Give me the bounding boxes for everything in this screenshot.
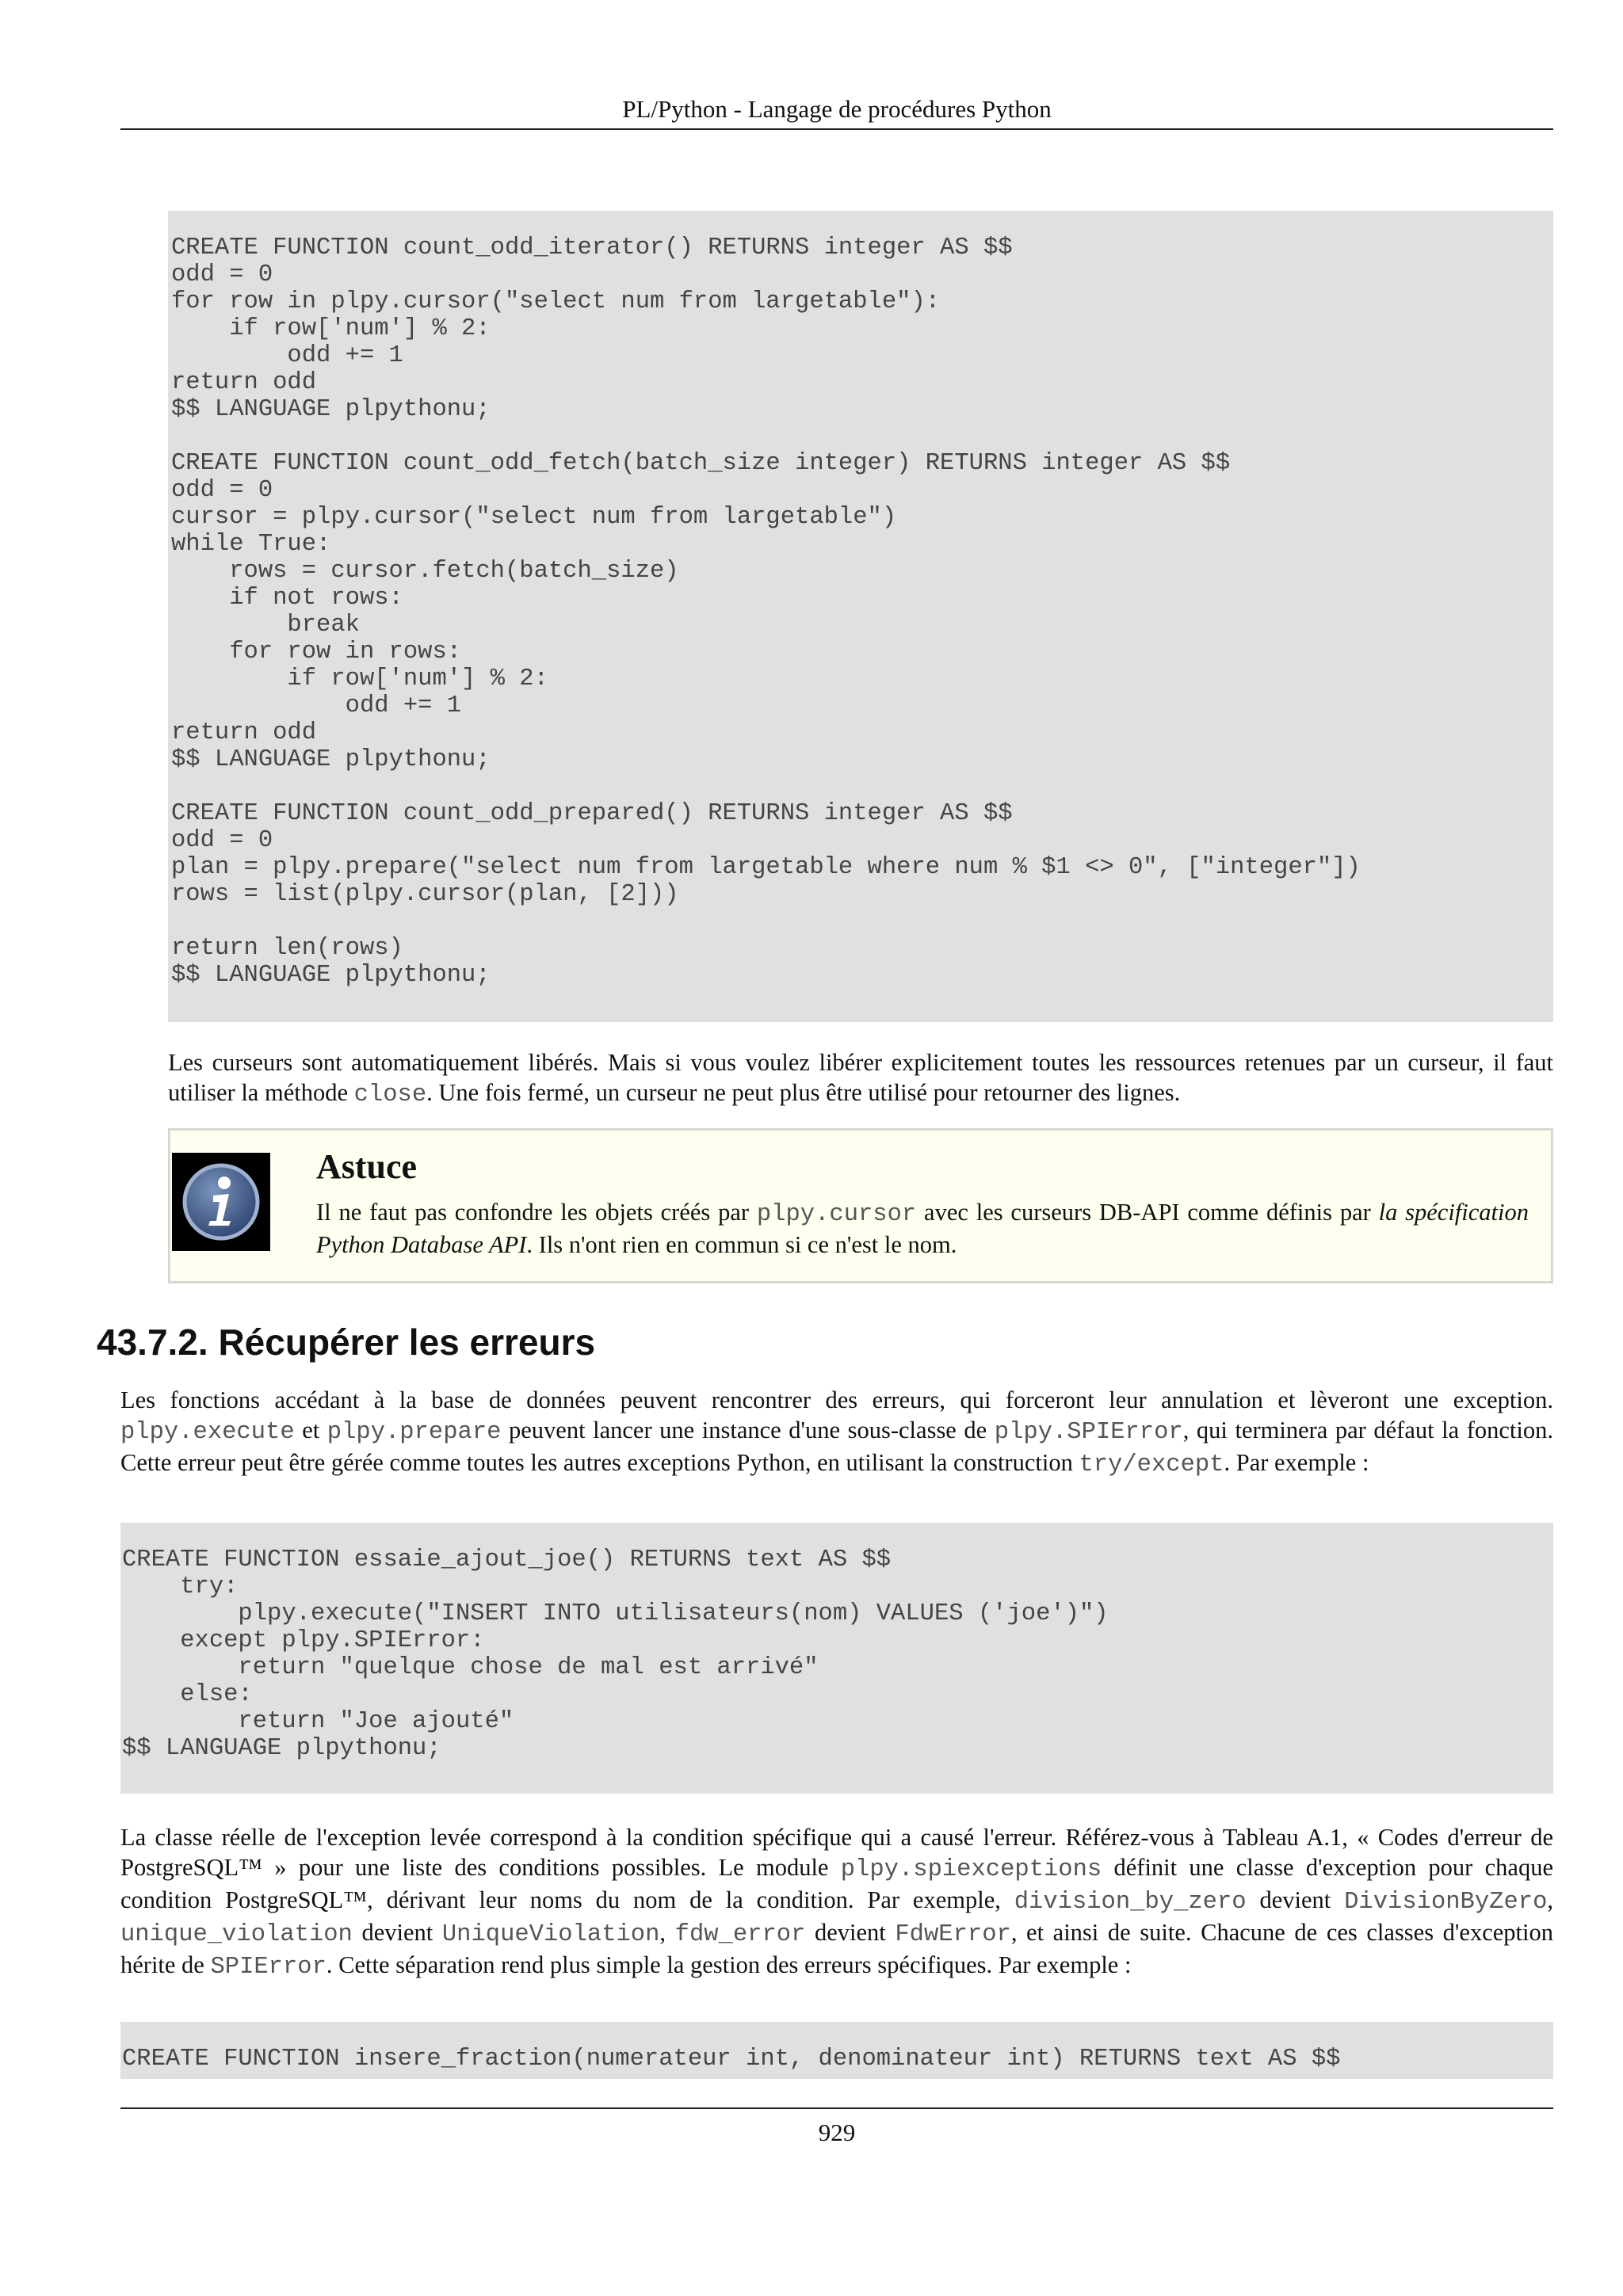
- paragraph-cursors: Les curseurs sont automatiquement libérés. Mais si vous voulez libérer explicitement toutes les ressources retenues par un curseur, il faut utiliser la méthode close. Une fois fermé, un curseur ne peut plus être utilisé pour retourner des lignes.: [168, 1049, 1553, 1108]
- db-api-spec-link[interactable]: la spécification Python Database API: [316, 1199, 1529, 1258]
- code-block-try-except: CREATE FUNCTION essaie_ajout_joe() RETURNS text AS $$ try: plpy.execute("INSERT INTO utilisateurs(nom) VALUES ('joe')") except plpy.SPIError: return "quelque chose de mal est arrivé" else: return "Joe ajouté" $$ LANGUAGE plpythonu;: [120, 1523, 1553, 1794]
- code-block-fraction: CREATE FUNCTION insere_fraction(numerateur int, denominateur int) RETURNS text AS $$: [120, 2022, 1553, 2079]
- paragraph-exception-classes: La classe réelle de l'exception levée correspond à la condition spécifique qui a causé l'erreur. Référez-vous à Tableau A.1, « Codes d'erreur de PostgreSQL™ » pour une liste des conditions possibles. Le module plpy.spiexceptions définit une classe d'exception pour chaque condition PostgreSQL™, dérivant leur noms du nom de la condition. Par exemple, division_by_zero devient DivisionByZero, unique_violation devient UniqueViolation, fdw_error devient FdwError, et ainsi de suite. Chacune de ces classes d'exception hérite de SPIError. Cette séparation rend plus simple la gestion des erreurs spécifiques. Par exemple :: [120, 1824, 1553, 1981]
- info-icon: [172, 1153, 270, 1251]
- running-header: PL/Python - Langage de procédures Python: [622, 95, 1052, 123]
- tip-box: [168, 1128, 1553, 1283]
- tip-title: Astuce: [316, 1147, 418, 1186]
- code-block-cursor-examples: CREATE FUNCTION count_odd_iterator() RETURNS integer AS $$ odd = 0 for row in plpy.cursor("select num from largetable"): if row['num'] % 2: odd += 1 return odd $$ LANGUAGE plpythonu; CREATE FUNCTION count_odd_fetch(batch_size integer) RETURNS integer AS $$ odd = 0 cursor = plpy.cursor("select num from largetable") while True: rows = cursor.fetch(batch_size) if not rows: break for row in rows: if row['num'] % 2: odd += 1 return odd $$ LANGUAGE plpythonu; CREATE FUNCTION count_odd_prepared() RETURNS integer AS $$ odd = 0 plan = plpy.prepare("select num from largetable where num % $1 <> 0", ["integer"]) rows = list(plpy.cursor(plan, [2])) return len(rows) $$ LANGUAGE plpythonu;: [168, 211, 1553, 1022]
- inline-code-plpy-cursor: plpy.cursor: [756, 1201, 917, 1228]
- section-heading: 43.7.2. Récupérer les erreurs: [97, 1322, 596, 1363]
- page-number: 929: [818, 2119, 856, 2146]
- paragraph-errors: Les fonctions accédant à la base de données peuvent rencontrer des erreurs, qui forceront leur annulation et lèveront une exception. plpy.execute et plpy.prepare peuvent lancer une instance d'une sous-classe de plpy.SPIError, qui terminera par défaut la fonction. Cette erreur peut être gérée comme toutes les autres exceptions Python, en utilisant la construction try/except. Par exemple :: [120, 1386, 1554, 1478]
- tip-text: Il ne faut pas confondre les objets créés par plpy.cursor avec les curseurs DB-API comme définis par la spécification Python Database API. Ils n'ont rien en commun si ce n'est le nom.: [316, 1199, 1529, 1258]
- inline-code-close: close: [353, 1081, 427, 1108]
- footer-rule: [120, 2107, 1553, 2109]
- header-rule: [120, 128, 1553, 130]
